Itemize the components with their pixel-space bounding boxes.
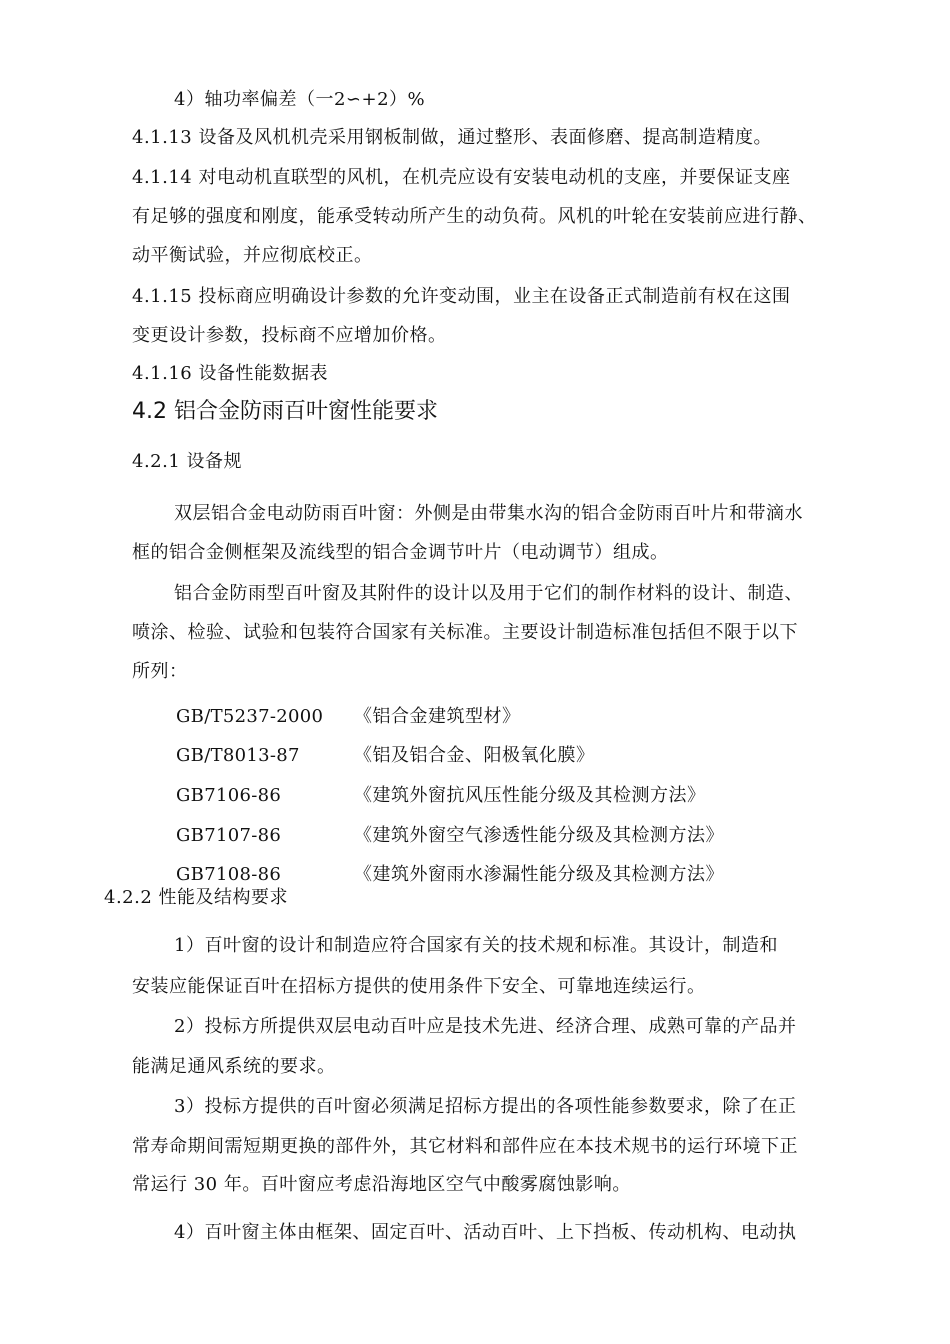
paragraph-cont: 所列： [132,661,188,682]
standard-title: 《铝及铝合金、阳极氧化膜》 [354,745,595,766]
standard-code: GB/T5237-2000 [176,706,324,727]
standard-title: 《建筑外窗雨水渗漏性能分级及其检测方法》 [354,864,724,885]
section-heading-4-2: 4.2 铝合金防雨百叶窗性能要求 [132,399,438,424]
clause-4-1-14: 4.1.14 对电动机直联型的风机，在机壳应设有安装电动机的支座，并要保证支座 [132,167,791,188]
requirement-item-cont: 常寿命期间需短期更换的部件外，其它材料和部件应在本技术规书的运行环境下正 [132,1136,798,1157]
standard-title: 《建筑外窗空气渗透性能分级及其检测方法》 [354,825,724,846]
list-item: 4）轴功率偏差（一2∽+2）% [174,89,426,110]
clause-4-2-2: 4.2.2 性能及结构要求 [104,887,289,908]
clause-4-1-14-cont: 动平衡试验，并应彻底校正。 [132,245,373,266]
paragraph: 铝合金防雨型百叶窗及其附件的设计以及用于它们的制作材料的设计、制造、 [174,583,803,604]
standard-title: 《建筑外窗抗风压性能分级及其检测方法》 [354,785,706,806]
standard-title: 《铝合金建筑型材》 [354,706,521,727]
clause-4-2-1: 4.2.1 设备规 [132,451,243,472]
requirement-item: 4）百叶窗主体由框架、固定百叶、活动百叶、上下挡板、传动机构、电动执 [174,1222,797,1243]
standard-code: GB7108-86 [176,864,282,885]
requirement-item: 1）百叶窗的设计和制造应符合国家有关的技术规和标准。其设计，制造和 [174,935,778,956]
requirement-item: 3）投标方提供的百叶窗必须满足招标方提出的各项性能参数要求，除了在正 [174,1096,797,1117]
clause-4-1-15-cont: 变更设计参数，投标商不应增加价格。 [132,325,447,346]
standard-code: GB7106-86 [176,785,282,806]
paragraph-cont: 喷涂、检验、试验和包装符合国家有关标准。主要设计制造标准包括但不限于以下 [132,622,798,643]
clause-4-1-15: 4.1.15 投标商应明确设计参数的允许变动围，业主在设备正式制造前有权在这围 [132,286,791,307]
requirement-item-cont: 常运行 30 年。百叶窗应考虑沿海地区空气中酸雾腐蚀影响。 [132,1174,631,1195]
standard-code: GB7107-86 [176,825,282,846]
clause-4-1-13: 4.1.13 设备及风机机壳采用钢板制做，通过整形、表面修磨、提高制造精度。 [132,127,772,148]
requirement-item-cont: 安装应能保证百叶在招标方提供的使用条件下安全、可靠地连续运行。 [132,976,706,997]
standard-code: GB/T8013-87 [176,745,300,766]
clause-4-1-14-cont: 有足够的强度和刚度，能承受转动所产生的动负荷。风机的叶轮在安装前应进行静、 [132,206,817,227]
clause-4-1-16: 4.1.16 设备性能数据表 [132,363,328,384]
requirement-item: 2）投标方所提供双层电动百叶应是技术先进、经济合理、成熟可靠的产品并 [174,1016,797,1037]
requirement-item-cont: 能满足通风系统的要求。 [132,1056,336,1077]
paragraph-cont: 框的铝合金侧框架及流线型的铝合金调节叶片（电动调节）组成。 [132,542,669,563]
paragraph: 双层铝合金电动防雨百叶窗：外侧是由带集水沟的铝合金防雨百叶片和带滴水 [174,503,803,524]
